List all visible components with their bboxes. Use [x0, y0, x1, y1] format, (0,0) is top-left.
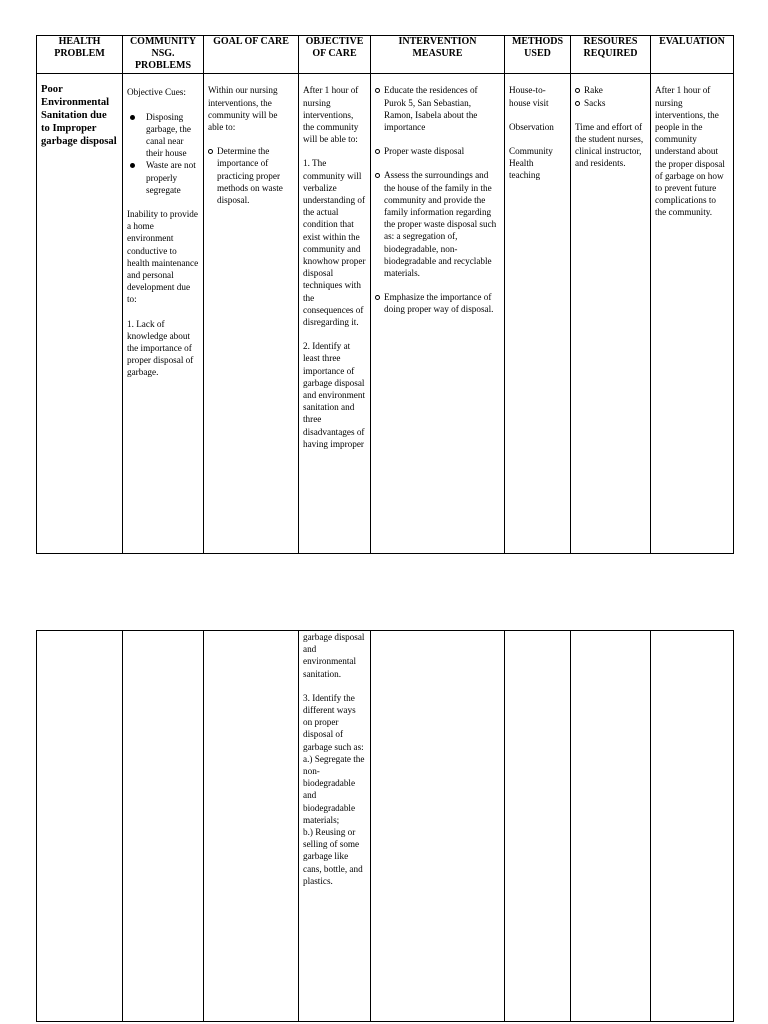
objective-intro: After 1 hour of nursing interventions, the community will be able to:	[303, 85, 359, 145]
list-item: Waste are not properly segregate	[127, 159, 199, 196]
inability-text: Inability to provide a home environment conductive to health maintenance and personal development due to:	[127, 209, 199, 305]
objective-item-2: 2. Identify at least three importance of garbage disposal and environment sanitation and three disadvantages of having improper	[303, 341, 365, 449]
header-evaluation: EVALUATION	[651, 36, 734, 74]
methods-used-cell	[505, 631, 571, 1022]
community-problems-cell	[123, 74, 204, 554]
method-item: House-to-house visit	[509, 85, 549, 108]
table-row	[37, 631, 734, 1022]
list-item: Proper waste disposal	[375, 145, 500, 157]
circle-bullet-icon	[375, 149, 380, 154]
circle-bullet-icon	[575, 101, 580, 106]
header-methods-used: METHODS USED	[505, 36, 571, 74]
resources-required-cell	[571, 631, 651, 1022]
goal-intro: Within our nursing interventions, the community will be able to:	[208, 85, 278, 132]
evaluation-text: After 1 hour of nursing interventions, the people in the community understand about the proper disposal of garbage on how to prevent future complications to the community.	[655, 85, 725, 218]
goal-list	[208, 145, 294, 206]
table-header-row	[37, 36, 734, 74]
care-plan-table-page1	[36, 35, 734, 554]
methods-used-cell	[505, 74, 571, 554]
header-health-problem: HEALTH PROBLEM	[37, 36, 123, 74]
objective-item-3a: a.) Segregate the non-biodegradable and biodegradable materials;	[303, 753, 365, 825]
list-item: Educate the residences of Purok 5, San Sebastian, Ramon, Isabela about the importance	[375, 84, 500, 133]
method-item: Community Health teaching	[509, 146, 553, 181]
circle-bullet-icon	[575, 88, 580, 93]
objective-of-care-cell	[299, 74, 371, 554]
cues-label: Objective Cues:	[127, 87, 186, 98]
resources-list	[575, 84, 646, 108]
circle-bullet-icon	[375, 173, 380, 178]
objective-item-3: 3. Identify the different ways on proper disposal of garbage such as:	[303, 692, 364, 752]
objective-item-1: 1. The community will verbalize understanding of the actual condition that exist within the community and knowhow proper disposal techniques with the consequences of disregarding it.	[303, 158, 366, 328]
list-item: Emphasize the importance of doing proper way of disposal.	[375, 291, 500, 315]
circle-bullet-icon	[375, 88, 380, 93]
circle-bullet-icon	[208, 149, 213, 154]
header-goal-of-care: GOAL OF CARE	[204, 36, 299, 74]
resources-required-cell	[571, 74, 651, 554]
table-row	[37, 74, 734, 554]
resources-note: Time and effort of the student nurses, clinical instructor, and residents.	[575, 121, 644, 169]
list-item: Assess the surroundings and the house of the family in the community and provide the family information regarding the proper waste disposal such as: a segregation of, biodegradable, non-biodegradable and recyclable materials.	[375, 169, 500, 279]
intervention-measure-cell	[371, 74, 505, 554]
header-community-problems: COMMUNITY NSG. PROBLEMS	[123, 36, 204, 74]
intervention-list	[375, 84, 500, 315]
list-item: Disposing garbage, the canal near their house	[127, 111, 199, 160]
cause-text: 1. Lack of knowledge about the importance of proper disposal of garbage.	[127, 318, 194, 378]
bullet-icon	[130, 163, 135, 168]
objective-continued: garbage disposal and environmental sanitation.	[303, 632, 365, 679]
goal-of-care-cell	[204, 74, 299, 554]
bullet-icon	[130, 115, 135, 120]
objective-of-care-cell	[299, 631, 371, 1022]
header-objective-of-care: OBJECTIVE OF CARE	[299, 36, 371, 74]
header-intervention-measure: INTERVENTION MEASURE	[371, 36, 505, 74]
health-problem-cell	[37, 631, 123, 1022]
intervention-measure-cell	[371, 631, 505, 1022]
health-problem-cell	[37, 74, 123, 554]
method-item: Observation	[509, 121, 554, 132]
evaluation-cell	[651, 74, 734, 554]
objective-item-3b: b.) Reusing or selling of some garbage like cans, bottle, and plastics.	[303, 827, 363, 886]
care-plan-table-page2	[36, 630, 734, 1022]
list-item: Sacks	[575, 97, 646, 109]
community-problems-cell	[123, 631, 204, 1022]
list-item: Determine the importance of practicing proper methods on waste disposal.	[208, 145, 294, 206]
health-problem-text: Poor Environmental Sanitation due to Improper garbage disposal	[41, 84, 117, 147]
cues-list	[127, 111, 199, 196]
circle-bullet-icon	[375, 295, 380, 300]
header-resources-required: RESOURES REQUIRED	[571, 36, 651, 74]
evaluation-cell	[651, 631, 734, 1022]
goal-of-care-cell	[204, 631, 299, 1022]
list-item: Rake	[575, 84, 646, 96]
